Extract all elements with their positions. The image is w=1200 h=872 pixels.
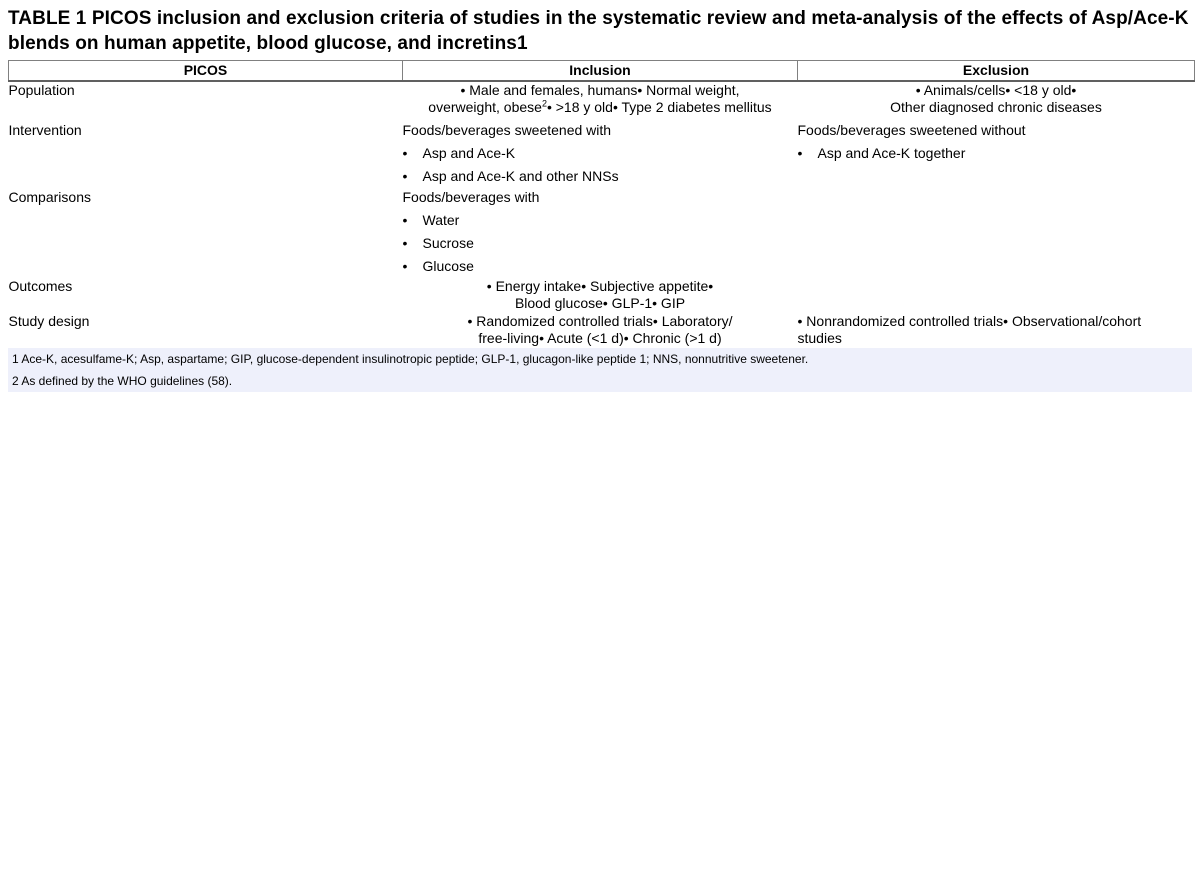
study-design-exclusion-line1: • Nonrandomized controlled trials• Observational/cohort [797, 313, 1142, 329]
list-item-text: Sucrose [422, 235, 474, 251]
population-inclusion-cell [403, 81, 798, 122]
bullet-icon: • [402, 258, 408, 274]
row-label-comparisons: Comparisons [8, 189, 91, 205]
outcomes-inclusion-line1: • Energy intake• Subjective appetite• [486, 278, 714, 294]
column-header-exclusion: Exclusion [798, 61, 1195, 82]
table-header-row [9, 61, 1195, 82]
bullet-icon: • [402, 235, 408, 251]
population-exclusion-line1: • Animals/cells• <18 y old• [915, 82, 1077, 98]
population-exclusion-cell [798, 81, 1195, 122]
list-item-text: Asp and Ace-K [422, 145, 516, 161]
population-inclusion-line1: • Male and females, humans• Normal weight, [460, 82, 740, 98]
column-header-picos: PICOS [9, 61, 403, 82]
list-item-text: Water [422, 212, 460, 228]
population-inclusion-line2 [403, 99, 798, 116]
outcomes-inclusion-line2: Blood glucose• GLP-1• GIP [514, 295, 686, 311]
column-header-inclusion: Inclusion [403, 61, 798, 82]
intervention-exclusion-lead: Foods/beverages sweetened without [797, 122, 1026, 138]
outcomes-exclusion-cell [798, 278, 1195, 313]
study-design-exclusion-cell [798, 313, 1195, 347]
table-footnotes [8, 348, 1192, 392]
study-design-exclusion-line2: studies [797, 330, 842, 346]
footnote-2: 2 As defined by the WHO guidelines (58). [12, 374, 233, 388]
row-label-outcomes: Outcomes [8, 278, 73, 294]
bullet-icon: • [402, 212, 408, 228]
bullet-icon: • [402, 145, 408, 161]
list-item-text: Glucose [422, 258, 474, 274]
table-row-outcomes [9, 278, 1195, 313]
row-label-study-design: Study design [8, 313, 90, 329]
list-item [403, 212, 798, 229]
list-item [403, 235, 798, 252]
row-label-population: Population [8, 82, 75, 98]
outcomes-inclusion-cell [403, 278, 798, 313]
list-item-text: Asp and Ace-K together [817, 145, 966, 161]
table-row-intervention [9, 122, 1195, 189]
footnote-marker-2: 2 [541, 98, 547, 109]
list-item [403, 168, 798, 185]
intervention-inclusion-cell [403, 122, 798, 189]
footnote-1: 1 Ace-K, acesulfame-K; Asp, aspartame; GIP, glucose-dependent insulinotropic peptide; GLP-1, glucagon-like peptide 1; NNS, nonnutritive sweetener. [12, 352, 809, 366]
population-exclusion-line2: Other diagnosed chronic diseases [890, 99, 1102, 115]
picos-table [8, 60, 1195, 347]
bullet-icon: • [797, 145, 803, 161]
list-item-text: Asp and Ace-K and other NNSs [422, 168, 619, 184]
row-label-intervention: Intervention [8, 122, 82, 138]
list-item [403, 258, 798, 275]
table-row-population [9, 81, 1195, 122]
population-inclusion-line2b: • >18 y old• Type 2 diabetes mellitus [546, 99, 772, 115]
table-caption: TABLE 1 PICOS inclusion and exclusion criteria of studies in the systematic review and meta-analysis of the effects of Asp/Ace-K blends on human appetite, blood glucose, and incretins1 [8, 8, 1189, 54]
table-row-comparisons [9, 189, 1195, 278]
population-inclusion-line2a: overweight, obese [428, 99, 542, 115]
comparisons-inclusion-cell [403, 189, 798, 278]
list-item [798, 145, 1195, 162]
intervention-exclusion-cell [798, 122, 1195, 189]
table-row-study-design [9, 313, 1195, 347]
study-design-inclusion-line2: free-living• Acute (<1 d)• Chronic (>1 d) [478, 330, 722, 346]
comparisons-inclusion-lead: Foods/beverages with [402, 189, 540, 205]
intervention-inclusion-lead: Foods/beverages sweetened with [402, 122, 612, 138]
study-design-inclusion-line1: • Randomized controlled trials• Laboratory/ [467, 313, 733, 329]
study-design-inclusion-cell [403, 313, 798, 347]
comparisons-exclusion-cell [798, 189, 1195, 278]
list-item [403, 145, 798, 162]
bullet-icon: • [402, 168, 408, 184]
